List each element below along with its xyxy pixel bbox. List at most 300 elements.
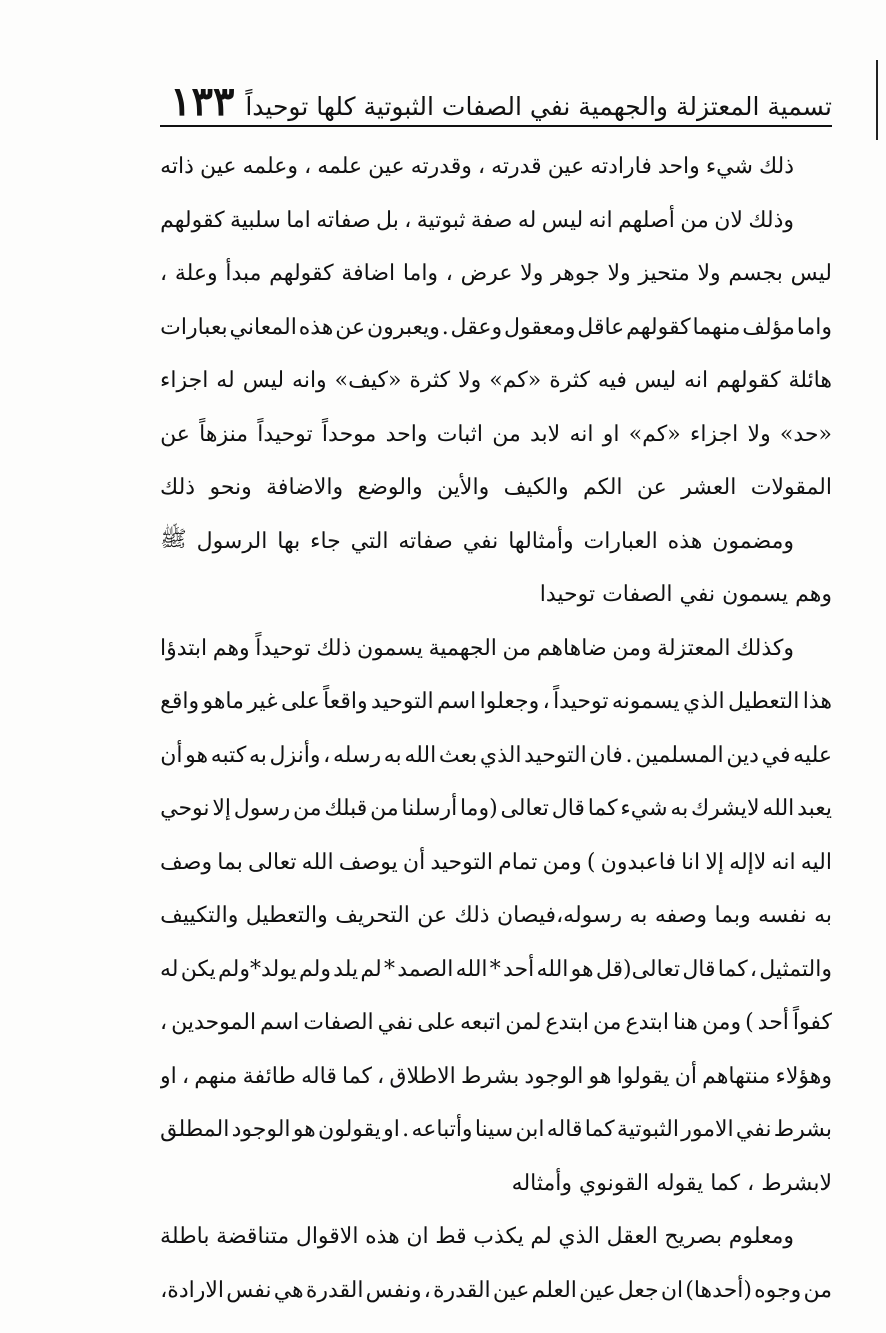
word: كثرة (409, 368, 451, 394)
word: يسمونه (611, 689, 680, 715)
word: نفس (226, 1277, 272, 1303)
word: جوهر (551, 261, 600, 287)
word: يوصف (338, 849, 398, 875)
word: لاإله (729, 849, 767, 875)
text-line (160, 1103, 832, 1157)
page-number: ١٣٣ (170, 78, 235, 125)
word: كتبه (210, 742, 247, 768)
word: ومن (701, 1010, 742, 1036)
word: وذلك (748, 207, 794, 233)
word: «كم» (489, 368, 542, 394)
text-line (160, 515, 832, 569)
word: إلا (212, 796, 232, 822)
text-line (160, 247, 832, 301)
word: المقولات (750, 475, 832, 501)
word: ، (747, 1170, 755, 1196)
word: ليس (242, 368, 285, 394)
word: جعل (617, 1277, 659, 1303)
text-line (160, 568, 832, 622)
word: به (670, 796, 689, 822)
word: الوجود (524, 1063, 584, 1089)
word: رسول (233, 796, 291, 822)
word: عرض (460, 261, 513, 287)
text-line (160, 301, 832, 355)
word: عن (636, 475, 667, 501)
word: عن (335, 314, 366, 340)
word: طائفة (242, 1063, 296, 1089)
word: ومعقول (503, 314, 576, 340)
word: تعالى(قل (595, 956, 681, 982)
word: انه (684, 368, 709, 394)
word: «كيف» (334, 368, 402, 394)
word: (أحدها) (685, 1277, 752, 1303)
word: نفسه (758, 903, 807, 929)
word: المعاني (229, 314, 297, 340)
text-line (160, 622, 832, 676)
word: الله (404, 742, 437, 768)
word: ) (586, 849, 596, 875)
word: يلد (333, 956, 359, 982)
word: بعبارات (160, 314, 228, 340)
word: واحد (385, 421, 428, 447)
word: القونوي (579, 1170, 650, 1196)
word: من (502, 635, 532, 661)
word: العلم (531, 1277, 577, 1303)
text-line (160, 729, 832, 783)
word: تعالى (248, 849, 297, 875)
word: به (814, 903, 832, 929)
running-title: تسمية المعتزلة والجهمية نفي الصفات الثبوتية كلها توحيداً (245, 92, 832, 121)
word: هائلة (788, 368, 832, 394)
word: أحد (502, 956, 535, 982)
word: يقولون (318, 1117, 381, 1143)
word: ومن (542, 849, 582, 875)
word: ، (304, 154, 312, 180)
word: أن (674, 1063, 697, 1089)
word: قال (682, 956, 716, 982)
word: ويعبرون (366, 314, 440, 340)
word: عاقل (577, 314, 625, 340)
word: توحيداً (255, 635, 311, 661)
word: أحد (757, 1010, 789, 1036)
word: من (370, 796, 399, 822)
body-text (160, 140, 832, 1317)
word: اثبات (436, 421, 483, 447)
word: نوحي (160, 796, 210, 822)
text-line (160, 140, 832, 194)
word: التي (350, 528, 389, 554)
word: وهؤلاء (775, 1063, 832, 1089)
word: منهما (692, 314, 741, 340)
word: اتبعه (459, 1010, 502, 1036)
word: غير (247, 689, 278, 715)
word: هنا (673, 1010, 698, 1036)
word: يكن (180, 956, 216, 982)
word: بعث (438, 742, 478, 768)
word: كقولهم (626, 314, 691, 340)
page-header (160, 72, 832, 125)
word: ، (181, 1063, 190, 1089)
word: وصف (160, 849, 213, 875)
word: مؤلف (742, 314, 795, 340)
word: أن (160, 742, 183, 768)
word: المسلمين (635, 742, 724, 768)
word: واما (402, 261, 439, 287)
word: ذلك (316, 635, 352, 661)
word: واما (796, 314, 832, 340)
word: به (383, 742, 402, 768)
text-line (160, 943, 832, 997)
word: والاضافة (266, 475, 344, 501)
word: التحريف (335, 903, 410, 929)
word: نفي (462, 528, 499, 554)
word: موحداً (321, 421, 377, 447)
word: المطلق (160, 1117, 230, 1143)
word: ثبوتية (416, 207, 466, 233)
word: رسوله،فيصان (496, 903, 623, 929)
word: هي (273, 1277, 304, 1303)
word: كثرة (549, 368, 590, 394)
word: والكيف (503, 475, 569, 501)
word: التوحيد (371, 689, 434, 715)
word: فيه (597, 368, 627, 394)
word: الله (536, 956, 569, 982)
word: هو (570, 956, 594, 982)
word: وهم (212, 635, 250, 661)
word: بل (376, 207, 399, 233)
word: لم (360, 956, 382, 982)
word: . (625, 742, 633, 768)
word: علمه (317, 154, 363, 180)
word: ابن (515, 1117, 545, 1143)
word: الاطلاق (389, 1063, 456, 1089)
word: اضافة (341, 261, 396, 287)
word: الصمد (397, 956, 454, 982)
word: منهم (194, 1063, 238, 1089)
word: من (803, 1277, 832, 1303)
word: يقوله (656, 1170, 704, 1196)
word: سينا (474, 1117, 514, 1143)
text-line (160, 1210, 832, 1264)
word: العشر (681, 475, 737, 501)
word: ، (160, 1010, 168, 1036)
word: الله (762, 796, 795, 822)
word: فاعبدون (600, 849, 676, 875)
text-line (160, 461, 832, 515)
word: وانه (292, 368, 327, 394)
word: كما (342, 1063, 372, 1089)
word: ان (406, 1224, 429, 1250)
text-line (160, 782, 832, 836)
text-line (160, 1264, 832, 1318)
word: توحيداً (553, 689, 609, 715)
word: هذه (667, 528, 703, 554)
word: ، (749, 956, 758, 982)
word: ومن (612, 635, 652, 661)
word: هذه (365, 1224, 400, 1250)
word: ومضمون (712, 528, 794, 554)
word: أن (402, 849, 426, 875)
word: المعتزلة (657, 635, 731, 661)
word: قبلك (324, 796, 368, 822)
word: العقل (606, 1224, 658, 1250)
text-line (160, 1157, 832, 1211)
word: وأمثالها (508, 528, 574, 554)
word: على (417, 1010, 456, 1036)
word: رسله (332, 742, 382, 768)
word: من (680, 207, 709, 233)
word: كفواً (792, 1010, 832, 1036)
word: وكذلك (736, 635, 794, 661)
word: ، (423, 1277, 431, 1303)
word: صفاته (316, 207, 371, 233)
word: ليس (790, 261, 832, 287)
word: وأتباعه (411, 1117, 473, 1143)
word: قاله (546, 1117, 583, 1143)
word: إلا (705, 849, 724, 875)
word: الذي (558, 1224, 600, 1250)
text-line (160, 996, 832, 1050)
word: الله (301, 849, 334, 875)
word: ومعلوم (728, 1224, 794, 1250)
word: واحد (657, 154, 700, 180)
word: والتمثيل (759, 956, 832, 982)
word: كما (587, 796, 618, 822)
word: ولا (697, 261, 721, 287)
word: الامور (681, 1117, 734, 1143)
word: فارادته (590, 154, 652, 180)
word: انه (569, 421, 594, 447)
word: ولم (298, 956, 331, 982)
word: الموحدين (171, 1010, 257, 1036)
word: الارادة، (160, 1277, 225, 1303)
word: ولا (607, 261, 631, 287)
word: عين (199, 154, 237, 180)
word: اما (286, 207, 311, 233)
word: عن (417, 903, 448, 929)
word: به (629, 903, 648, 929)
word: وبما (714, 903, 751, 929)
word: الصفات (303, 1010, 374, 1036)
word: عن (160, 421, 190, 447)
word: على (280, 689, 320, 715)
word: ماهو (202, 689, 244, 715)
word: ابتدؤا (160, 635, 208, 661)
word: وقدرته (410, 154, 472, 180)
word: اسم (260, 1010, 300, 1036)
word: تعالى (500, 796, 549, 822)
word: بجسم (728, 261, 783, 287)
word: لابد (529, 421, 561, 447)
word: من (293, 796, 322, 822)
word: ليس (541, 207, 584, 233)
word: ولا (458, 368, 482, 394)
word: متحيز (638, 261, 690, 287)
word: لمن (505, 1010, 542, 1036)
word: عين (579, 1277, 616, 1303)
word: الوجود (231, 1117, 291, 1143)
text-line (160, 194, 832, 248)
word: صفة (470, 207, 513, 233)
word: متناقضة (216, 1224, 290, 1250)
word: هو (292, 1117, 316, 1143)
word: ابتدع (625, 1010, 670, 1036)
word: ، (542, 689, 550, 715)
word: الرسول (196, 528, 268, 554)
word: الذي (682, 689, 725, 715)
word: وجعلوا (479, 689, 540, 715)
word: يولد*ولم (218, 956, 297, 982)
word: ، (445, 261, 453, 287)
word: صفاته (398, 528, 453, 554)
word: باطلة (160, 1224, 210, 1250)
word: به (248, 742, 267, 768)
word: التوحيد (524, 742, 587, 768)
word: وعلمه (242, 154, 299, 180)
word: نفي (679, 582, 716, 608)
word: كما (710, 1170, 741, 1196)
word: بها (277, 528, 301, 554)
word: والوضع (357, 475, 423, 501)
word: ، (404, 207, 412, 233)
word: أصلهم (618, 207, 675, 233)
word: شيء (705, 154, 753, 180)
word: يقولوا (616, 1063, 670, 1089)
word: * (489, 956, 501, 982)
word: واقعاً (323, 689, 368, 715)
word: قدرته (491, 154, 542, 180)
word: يعبد (797, 796, 832, 822)
word: يسمون (722, 582, 789, 608)
word: ونفس (365, 1277, 422, 1303)
word: الصفات (602, 582, 673, 608)
word: منزهاً (199, 421, 249, 447)
word: هذه (298, 314, 334, 340)
word: والأين (437, 475, 490, 501)
word: العبارات (583, 528, 658, 554)
word: قاله (301, 1063, 337, 1089)
word: كقولهم (160, 207, 225, 233)
word: او (383, 1117, 400, 1143)
word: او (160, 1063, 177, 1089)
word: لم (530, 1224, 552, 1250)
word: وأنزل (269, 742, 321, 768)
word: انا (681, 849, 701, 875)
word: ولا (520, 261, 544, 287)
word: عليه (793, 742, 832, 768)
word: وصفه (654, 903, 708, 929)
word: ضاهاهم (536, 635, 607, 661)
word: . (441, 314, 449, 340)
text-line (160, 889, 832, 943)
word: التعطيل (727, 689, 800, 715)
word: القدرة (305, 1277, 364, 1303)
word: بشرط (460, 1063, 520, 1089)
word: قال (551, 796, 585, 822)
word: (وما (459, 796, 498, 822)
word: ﷺ (160, 527, 187, 553)
word: يكذب (473, 1224, 524, 1250)
word: اسم (437, 689, 477, 715)
word: القدرة (433, 1277, 491, 1303)
word: الكم (582, 475, 623, 501)
word: ) (745, 1010, 754, 1036)
page-edge-mark (876, 60, 878, 140)
text-line (160, 836, 832, 890)
word: ليس (634, 368, 677, 394)
word: عين (492, 1277, 530, 1303)
word: ان (660, 1277, 684, 1303)
word: دين (726, 742, 759, 768)
word: ، (160, 261, 168, 287)
text-line (160, 408, 832, 462)
word: ، (377, 1063, 385, 1089)
word: اجزاء (160, 368, 209, 394)
word: لابشرط (761, 1170, 832, 1196)
word: «كم» (628, 421, 681, 447)
word: شيء (620, 796, 668, 822)
word: ابتدع (545, 1010, 589, 1036)
word: اليه (800, 849, 832, 875)
word: الثبوتية (616, 1117, 679, 1143)
word: والتكييف (160, 903, 239, 929)
word: بشرط (773, 1117, 832, 1143)
word: التوحيد (430, 849, 493, 875)
word: تمام (498, 849, 538, 875)
text-line (160, 354, 832, 408)
word: سلبية (229, 207, 281, 233)
word: فان (589, 742, 623, 768)
word: له (517, 207, 537, 233)
word: هو (588, 1063, 612, 1089)
word: عين (368, 154, 405, 180)
text-line (160, 1050, 832, 1104)
word: وعقل (450, 314, 503, 340)
word: اجزاء (689, 421, 739, 447)
word: له (216, 368, 235, 394)
word: والتعطيل (245, 903, 328, 929)
word: كما (584, 1117, 615, 1143)
word: وهم (795, 582, 832, 608)
word: أرسلنا (401, 796, 458, 822)
word: انه (588, 207, 613, 233)
word: ، (477, 154, 486, 180)
word: ونحو (209, 475, 252, 501)
word: بما (217, 849, 243, 875)
word: نفي (735, 1117, 772, 1143)
word: كقولهم (716, 368, 781, 394)
word: وجوه (754, 1277, 802, 1303)
word: قط (435, 1224, 467, 1250)
text-line (160, 675, 832, 729)
word: كما (717, 956, 748, 982)
word: انه (771, 849, 796, 875)
word: منتهاهم (702, 1063, 771, 1089)
word: لان (714, 207, 743, 233)
word: هذا (802, 689, 832, 715)
word: «حد» (779, 421, 832, 447)
word: الله (455, 956, 488, 982)
word: في (761, 742, 791, 768)
word: جاء (310, 528, 341, 554)
word: كقولهم (269, 261, 334, 287)
word: ذلك (160, 475, 196, 501)
word: ، (323, 742, 331, 768)
word: وأمثاله (511, 1170, 573, 1196)
word: وعلة (174, 261, 218, 287)
word: بصريح (664, 1224, 723, 1250)
word: لايشرك (691, 796, 760, 822)
